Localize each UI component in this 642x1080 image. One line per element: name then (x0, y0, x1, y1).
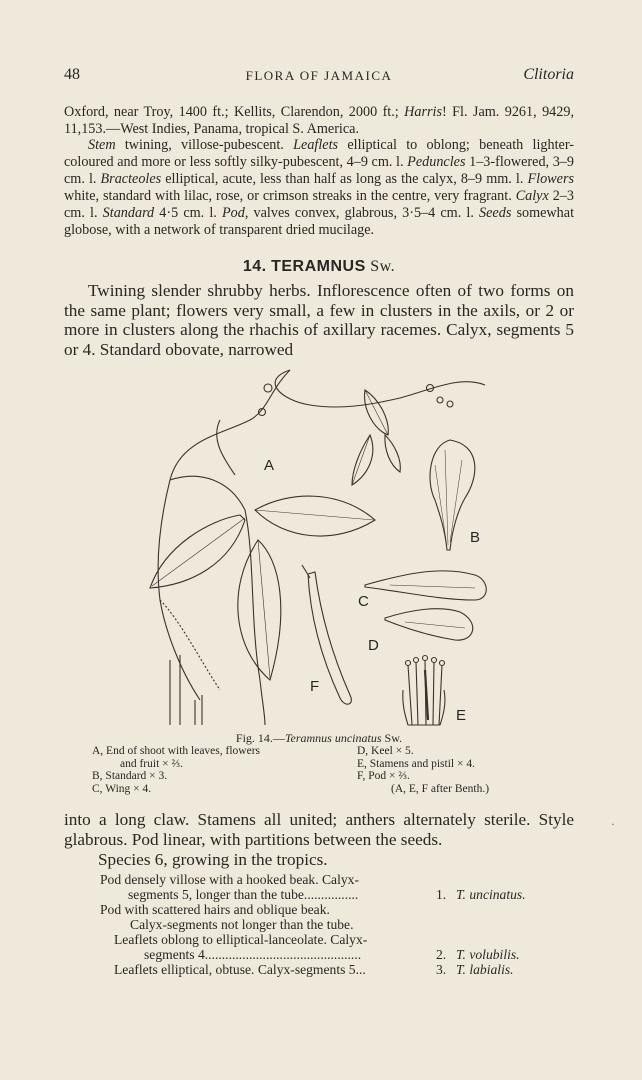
standard-petal (430, 440, 475, 550)
genus-description-part1: Twining slender shrubby herbs. Inflorescence often of two forms on the same plant; flowers very small, a few in clusters in the axils, or 2 or more in clusters along the rhachis of axillary racemes. Calyx, segments 5 or 4. Standard obovate, narrowed (64, 281, 574, 359)
header-genus: Clitoria (523, 66, 574, 83)
margin-mark: · (611, 817, 615, 831)
running-title: FLORA OF JAMAICA (245, 68, 393, 83)
genus-description-part2: into a long claw. Stamens all united; anthers alternately sterile. Style glabrous. Pod linear, with partitions between the seeds. Species 6, growing in the tropics. (64, 810, 574, 869)
leaflet (238, 540, 281, 680)
species-count: Species 6, growing in the tropics. (98, 850, 328, 869)
figure-label-e: E (456, 707, 467, 724)
flower-bud (437, 397, 443, 403)
page-header (64, 66, 574, 90)
key-row: Pod with scattered hairs and oblique beak. (100, 902, 330, 917)
wing-petal (365, 571, 486, 600)
page-number: 48 (64, 66, 80, 83)
key-row: Pod densely villose with a hooked beak. Calyx- (100, 872, 359, 887)
flower-bud (447, 401, 453, 407)
figure-label-c: C (358, 593, 369, 610)
figure-legend-left: A, End of shoot with leaves, flowers and fruit × ⅔. B, Standard × 3. C, Wing × 4. (92, 745, 260, 795)
genus-heading: 14. TERAMNUS Sw. (242, 258, 396, 275)
key-species: T. volubilis. (456, 947, 520, 962)
key-row: Leaflets elliptical, obtuse. Calyx-segments 5... 3. T. labialis. (114, 962, 514, 977)
figure-legend-right: D, Keel × 5. E, Stamens and pistil × 4. F, Pod × ⅔. (A, E, F after Benth.) (357, 745, 490, 795)
genus-author: Sw. (370, 258, 396, 275)
stamens-pistil (403, 656, 445, 726)
key-species: T. labialis. (456, 962, 514, 977)
botanical-illustration (140, 360, 510, 730)
figure-label-d: D (368, 637, 379, 654)
species-key (64, 872, 574, 977)
vine-stem (275, 370, 485, 407)
figure-label-a: A (264, 457, 275, 474)
collector-name: Harris (404, 104, 443, 120)
key-row: segments 5, longer than the tube................ 1. T. uncinatus. (128, 887, 526, 902)
flower-bud (264, 384, 272, 392)
leaflet (255, 496, 375, 536)
key-species: T. uncinatus. (456, 887, 526, 902)
figure-label-b: B (470, 529, 481, 546)
species-description: Stem twining, villose-pubescent. Leaflets elliptical to oblong; beneath lighter-coloured and more or less softly silky-pubescent, 4–9 cm. l. Peduncles 1–3-flowered, 3–9 cm. l. Bracteoles elliptical, acute, less than half as long as the calyx, 8–9 mm. l. Flowers white, standard with lilac, rose, or crimson streaks in the centre, very fragrant. Calyx 2–3 cm. l. Standard 4·5 cm. l. Pod, valves convex, glabrous, 3·5–4 cm. l. Seeds somewhat globose, with a network of transparent dried mucilage. (64, 137, 575, 238)
key-row: Calyx-segments not longer than the tube. (130, 917, 354, 932)
continuation-paragraph: Oxford, near Troy, 1400 ft.; Kellits, Clarendon, 2000 ft.; Harris! Fl. Jam. 9261, 9429, 11,153.—West Indies, Panama, tropical S. America. (64, 104, 574, 137)
leaflet (352, 435, 373, 485)
figure-label-f: F (310, 678, 320, 695)
genus-name: TERAMNUS (271, 258, 366, 275)
key-row: Leaflets oblong to elliptical-lanceolate. Calyx- (114, 932, 368, 947)
leaflet (385, 435, 400, 472)
figure-caption: Fig. 14.—Teramnus uncinatus Sw. (235, 731, 403, 745)
key-row: segments 4.............................................. 2. T. volubilis. (144, 947, 520, 962)
